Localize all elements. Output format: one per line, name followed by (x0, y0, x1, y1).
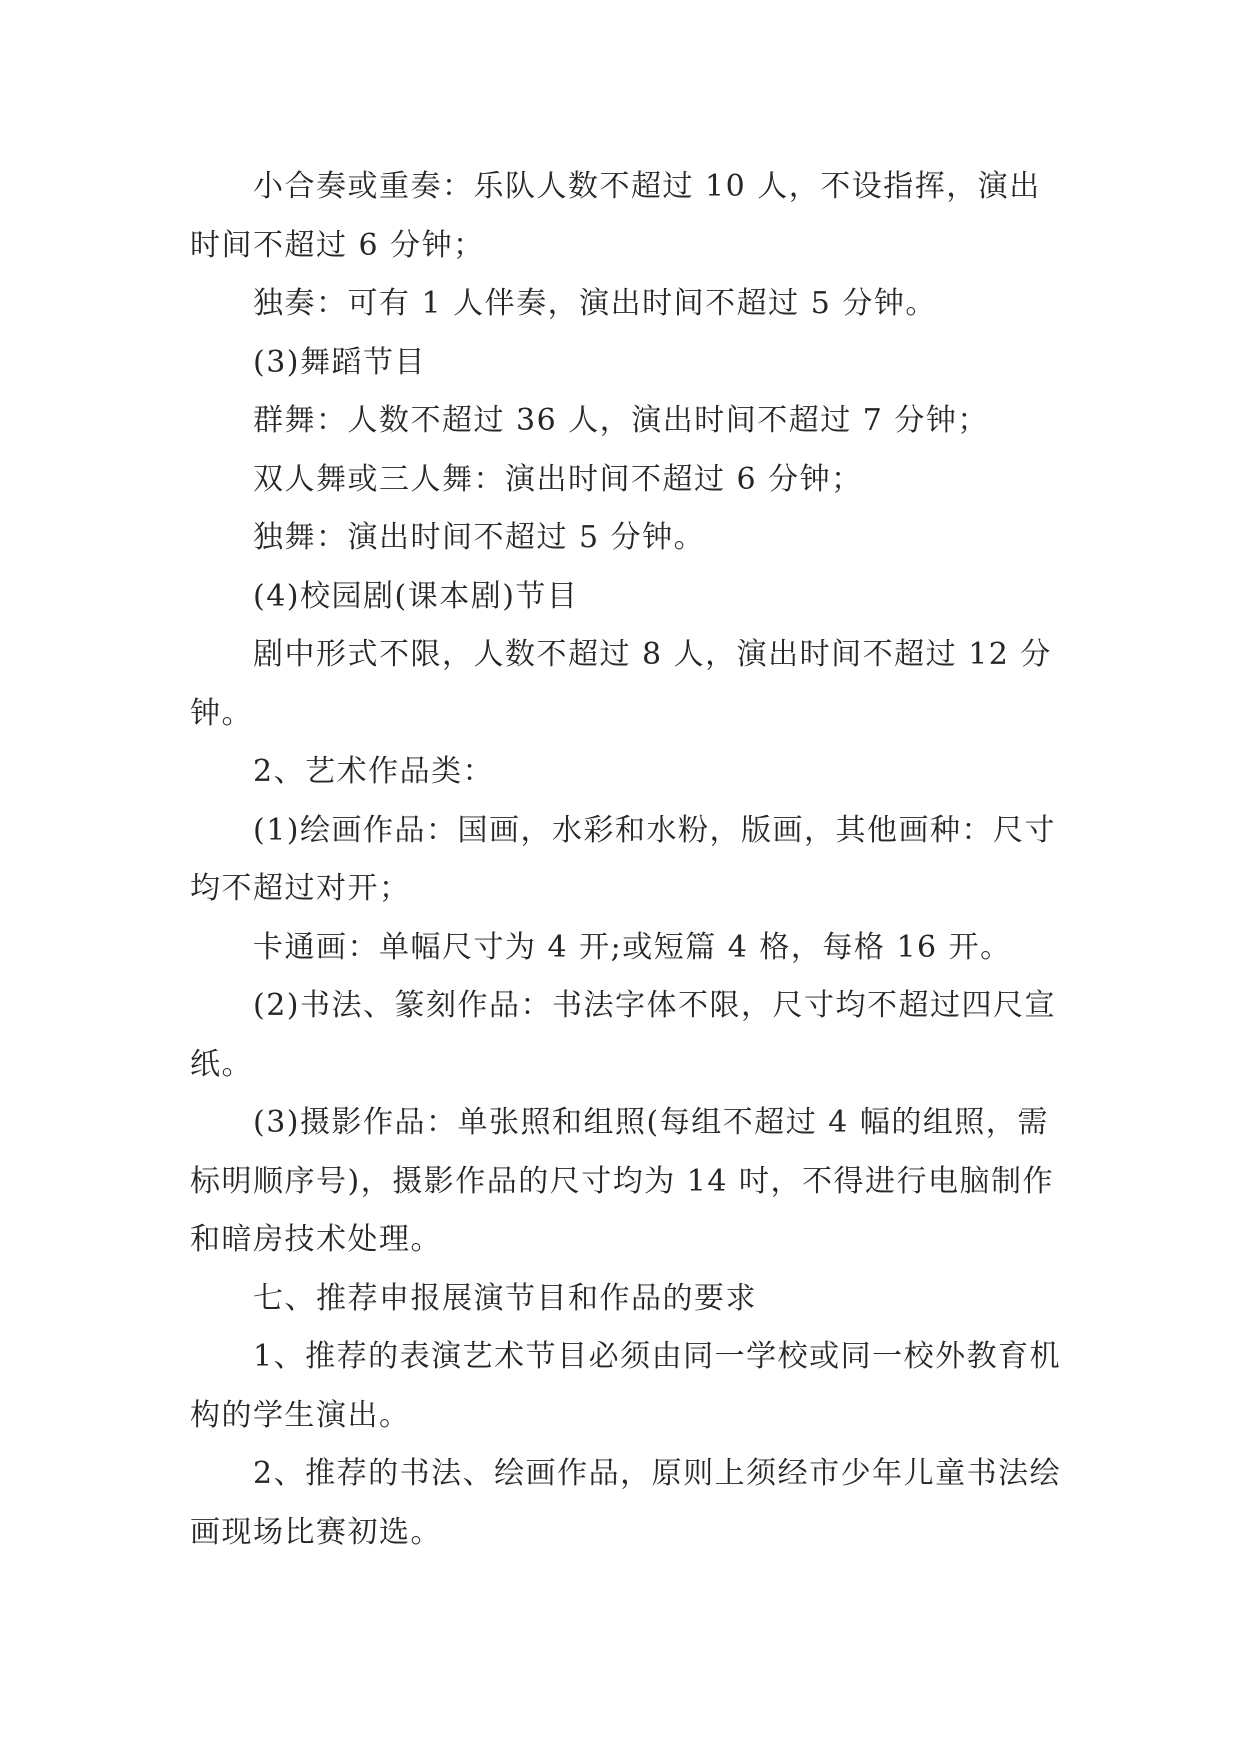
heading-artworks: 2、艺术作品类： (253, 754, 495, 789)
heading-campus-drama: (4)校园剧(课本剧)节目 (253, 578, 579, 614)
paragraph-duo-trio-dance: 双人舞或三人舞：演出时间不超过 6 分钟； (253, 461, 863, 497)
document-body (190, 158, 1070, 1562)
heading-section-seven: 七、推荐申报展演节目和作品的要求 (253, 1280, 757, 1316)
paragraph-requirement-2: 2、推荐的书法、绘画作品，原则上须经市少年儿童书法绘画现场比赛初选。 (190, 1456, 1062, 1550)
paragraph-drama-rules: 剧中形式不限，人数不超过 8 人，演出时间不超过 12 分钟。 (190, 637, 1052, 731)
paragraph-solo-dance: 独舞：演出时间不超过 5 分钟。 (253, 520, 706, 555)
paragraph-photography: (3)摄影作品：单张照和组照(每组不超过 4 幅的组照，需标明顺序号)，摄影作品的尺寸均为 14 吋，不得进行电脑制作和暗房技术处理。 (190, 1105, 1054, 1257)
paragraph-calligraphy: (2)书法、篆刻作品：书法字体不限，尺寸均不超过四尺宣纸。 (190, 988, 1056, 1082)
paragraph-group-dance: 群舞：人数不超过 36 人，演出时间不超过 7 分钟； (253, 403, 989, 438)
paragraph-ensemble: 小合奏或重奏：乐队人数不超过 10 人，不设指挥，演出时间不超过 6 分钟； (190, 169, 1041, 263)
paragraph-requirement-1: 1、推荐的表演艺术节目必须由同一学校或同一校外教育机构的学生演出。 (190, 1339, 1062, 1433)
heading-dance: (3)舞蹈节目 (253, 344, 426, 380)
paragraph-cartoon: 卡通画：单幅尺寸为 4 开;或短篇 4 格，每格 16 开。 (253, 929, 1012, 965)
paragraph-solo-instrument: 独奏：可有 1 人伴奏，演出时间不超过 5 分钟。 (253, 286, 937, 321)
paragraph-painting: (1)绘画作品：国画，水彩和水粉，版画，其他画种：尺寸均不超过对开； (190, 812, 1056, 906)
